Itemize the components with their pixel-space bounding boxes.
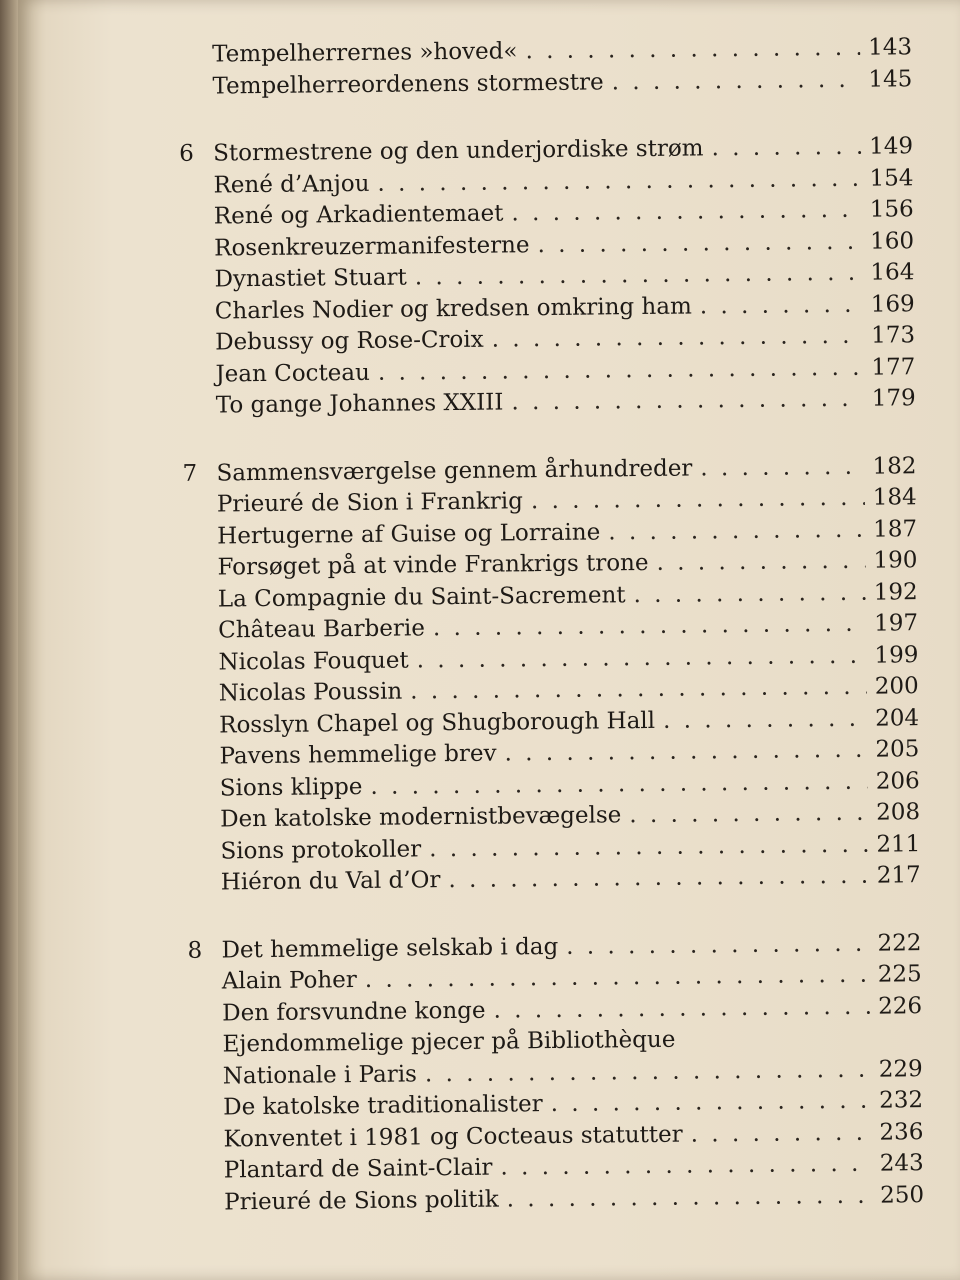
toc-section bbox=[170, 451, 921, 900]
dot-leader bbox=[507, 1180, 873, 1215]
entry-page-number: 177 bbox=[871, 353, 916, 381]
entry-title: Nicolas Fouquet bbox=[218, 646, 409, 675]
entry-title: Det hemmelige selskab i dag bbox=[221, 933, 559, 963]
entry-page-number: 156 bbox=[869, 196, 914, 223]
entry-page-number: 184 bbox=[872, 484, 917, 511]
dot-leader bbox=[415, 258, 863, 294]
dot-leader bbox=[365, 960, 870, 997]
toc-entry bbox=[166, 64, 913, 103]
entry-title: La Compagnie du Saint-Sacrement bbox=[217, 581, 626, 612]
entry-title: Sions klippe bbox=[219, 773, 363, 801]
entry-page-number: 187 bbox=[873, 515, 918, 543]
entry-page-number: 208 bbox=[875, 799, 921, 826]
entry-page-number: 179 bbox=[871, 385, 916, 412]
entry-title: Forsøget på at vinde Frankrigs trone bbox=[217, 549, 649, 581]
toc-entry bbox=[178, 1180, 925, 1219]
entry-page-number: 199 bbox=[874, 641, 919, 669]
dot-leader bbox=[663, 703, 867, 737]
entry-page-number: 211 bbox=[876, 830, 921, 858]
entry-title: Debussy og Rose-Croix bbox=[215, 326, 484, 356]
dot-leader bbox=[448, 861, 869, 897]
dot-leader bbox=[425, 1054, 871, 1090]
entry-title: Den forsvundne konge bbox=[222, 997, 486, 1026]
entry-title: Ejendommelige pjecer på Bibliothèque bbox=[222, 1026, 676, 1058]
entry-page-number: 160 bbox=[870, 227, 915, 255]
entry-title: To gange Johannes XXIII bbox=[215, 389, 504, 419]
dot-leader bbox=[700, 289, 863, 322]
entry-page-number: 243 bbox=[879, 1150, 924, 1177]
dot-leader bbox=[700, 451, 864, 484]
entry-page-number: 182 bbox=[872, 452, 917, 480]
entry-page-number: 225 bbox=[877, 961, 922, 988]
dot-leader bbox=[537, 226, 862, 261]
entry-title: Plantard de Saint-Clair bbox=[223, 1154, 493, 1184]
dot-leader bbox=[493, 991, 870, 1026]
entry-title: Prieuré de Sions politik bbox=[224, 1186, 499, 1215]
book-page bbox=[18, 0, 960, 1280]
entry-title: Hiéron du Val d’Or bbox=[220, 867, 441, 896]
entry-page-number: 169 bbox=[870, 290, 915, 318]
entry-title: Den katolske modernistbevægelse bbox=[220, 802, 622, 833]
dot-leader bbox=[608, 514, 865, 548]
entry-title: Nicolas Poussin bbox=[218, 678, 403, 707]
entry-title: Tempelherrernes »hoved« bbox=[212, 38, 518, 68]
entry-page-number: 173 bbox=[870, 322, 916, 349]
entry-title: De katolske traditionalister bbox=[223, 1091, 543, 1121]
entry-title: Tempelherreordenens stormestre bbox=[212, 68, 604, 100]
entry-title: Rosslyn Chapel og Shugborough Hall bbox=[219, 707, 656, 738]
dot-leader bbox=[378, 352, 864, 389]
toc-section bbox=[166, 32, 913, 103]
entry-title: Alain Poher bbox=[221, 967, 357, 995]
dot-leader bbox=[370, 766, 868, 803]
dot-leader bbox=[377, 163, 861, 200]
dot-leader bbox=[611, 64, 860, 98]
dot-leader bbox=[504, 735, 867, 770]
dot-leader bbox=[629, 798, 868, 832]
dot-leader bbox=[550, 1086, 871, 1121]
dot-leader bbox=[711, 132, 861, 165]
toc-section bbox=[167, 131, 916, 422]
entry-page-number: 206 bbox=[875, 767, 920, 795]
entry-title: Jean Cocteau bbox=[215, 359, 371, 387]
entry-title: Stormestrene og den underjordiske strøm bbox=[213, 135, 704, 167]
entry-page-number: 164 bbox=[870, 259, 915, 286]
entry-title: Charles Nodier og kredsen omkring ham bbox=[214, 293, 692, 325]
entry-page-number: 143 bbox=[867, 34, 913, 61]
entry-page-number: 229 bbox=[878, 1055, 923, 1083]
dot-leader bbox=[429, 829, 869, 865]
entry-page-number: 192 bbox=[873, 578, 918, 606]
entry-page-number: 145 bbox=[868, 65, 913, 93]
dot-leader bbox=[511, 384, 864, 419]
entry-title: René d’Anjou bbox=[213, 170, 370, 199]
chapter-number: 6 bbox=[179, 140, 194, 167]
toc-section bbox=[175, 928, 925, 1219]
entry-page-number: 226 bbox=[878, 992, 923, 1020]
entry-title: Hertugerne af Guise og Lorraine bbox=[217, 518, 601, 549]
entry-title: Pavens hemmelige brev bbox=[219, 740, 497, 770]
entry-page-number: 204 bbox=[875, 704, 920, 732]
entry-page-number: 222 bbox=[877, 929, 922, 957]
dot-leader bbox=[633, 577, 866, 611]
entry-title: Rosenkreuzermanifesterne bbox=[214, 231, 530, 262]
dot-leader bbox=[410, 672, 867, 708]
entry-title: René og Arkadientemaet bbox=[213, 200, 504, 230]
dot-leader bbox=[511, 195, 862, 230]
entry-page-number: 217 bbox=[876, 862, 921, 889]
dot-leader bbox=[417, 640, 867, 676]
dot-leader bbox=[433, 609, 867, 645]
entry-title: Prieuré de Sion i Frankrig bbox=[216, 488, 524, 518]
entry-page-number: 190 bbox=[873, 547, 918, 574]
entry-page-number: 250 bbox=[879, 1181, 925, 1209]
dot-leader bbox=[491, 321, 863, 356]
chapter-number: 7 bbox=[182, 460, 198, 487]
toc-entry bbox=[175, 860, 921, 899]
entry-title: Dynastiet Stuart bbox=[214, 264, 407, 293]
entry-page-number: 236 bbox=[879, 1118, 924, 1146]
entry-page-number: 200 bbox=[874, 673, 919, 700]
dot-leader bbox=[566, 928, 870, 963]
entry-title: Nationale i Paris bbox=[222, 1060, 418, 1089]
entry-title: Konventet i 1981 og Cocteaus statutter bbox=[223, 1121, 683, 1152]
table-of-contents bbox=[166, 32, 925, 1255]
toc-entry bbox=[170, 383, 916, 422]
entry-page-number: 197 bbox=[874, 610, 919, 637]
dot-leader bbox=[500, 1149, 872, 1184]
entry-page-number: 149 bbox=[869, 133, 914, 160]
entry-title: Sions protokoller bbox=[220, 835, 422, 864]
chapter-number: 8 bbox=[187, 937, 203, 964]
entry-page-number: 205 bbox=[875, 736, 920, 763]
entry-page-number: 154 bbox=[869, 164, 914, 192]
dot-leader bbox=[691, 1117, 872, 1150]
dot-leader bbox=[525, 33, 860, 68]
entry-title: Sammensværgelse gennem århundreder bbox=[216, 455, 693, 486]
dot-leader bbox=[531, 483, 865, 518]
entry-title: Château Barberie bbox=[218, 615, 426, 644]
book-spine-shadow bbox=[0, 0, 18, 1280]
entry-page-number: 232 bbox=[879, 1087, 924, 1114]
dot-leader bbox=[656, 546, 865, 580]
